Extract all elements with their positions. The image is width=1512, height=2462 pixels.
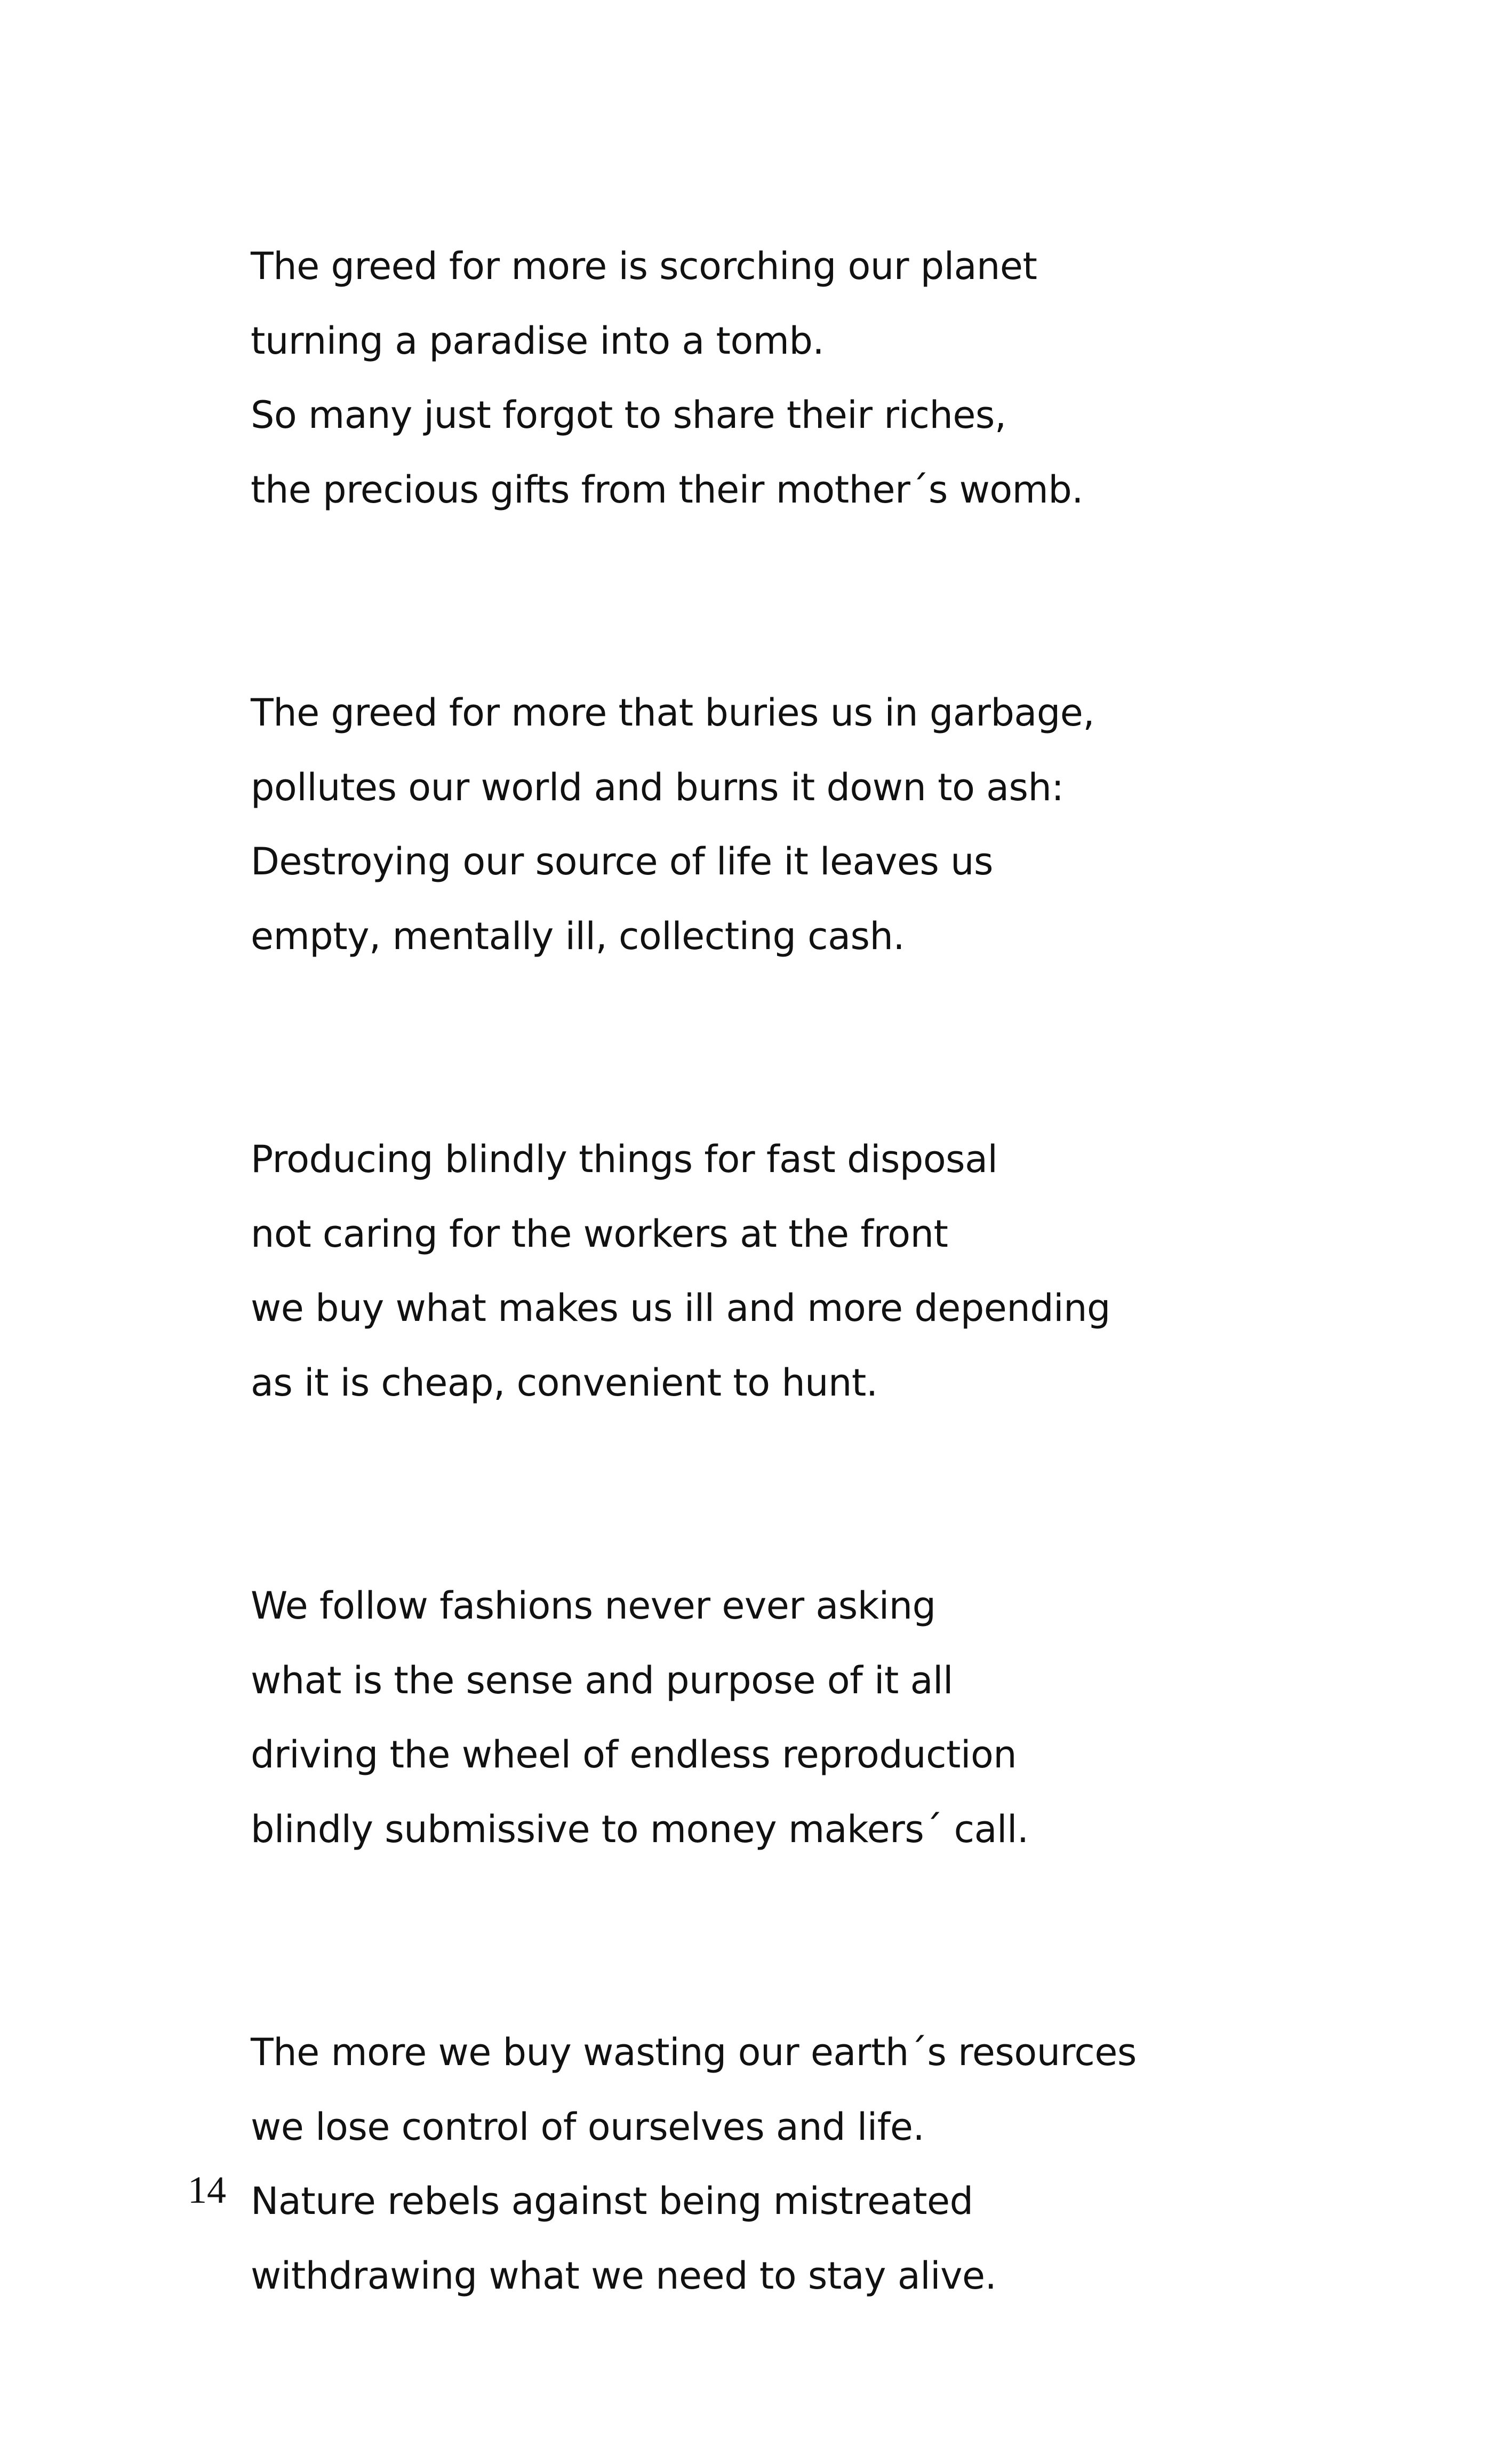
poem-line: Destroying our source of life it leaves us [251,840,993,883]
poem-line: turning a paradise into a tomb. [251,318,825,363]
stanza-2 [251,676,1317,974]
poem-line: we buy what makes us ill and more depending [251,1286,1110,1330]
poem-line: pollutes our world and burns it down to ash: [251,765,1064,809]
poem-line: The greed for more that buries us in garbage, [251,691,1095,735]
poem-line: empty, mentally ill, collecting cash. [251,914,905,958]
poem-line: The more we buy wasting our earth´s resources [251,2030,1137,2074]
poem-line: not caring for the workers at the front [251,1212,948,1256]
poem-body [251,229,1317,2462]
poem-line: what is the sense and purpose of it all [251,1658,953,1702]
poem-line: we lose control of ourselves and life. [251,2105,925,2149]
poem-line: Producing blindly things for fast disposal [251,1137,998,1181]
page-number: 14 [188,2169,226,2211]
stanza-3 [251,1122,1317,1420]
poem-line: blindly submissive to money makers´ call. [251,1807,1029,1851]
poem-line: the precious gifts from their mother´s womb. [251,467,1084,512]
poem-line: We follow fashions never ever asking [251,1584,936,1628]
stanza-1 [251,229,1317,527]
stanza-5 [251,2015,1317,2313]
poem-line: The greed for more is scorching our planet [251,244,1037,288]
stanza-4 [251,1569,1317,1867]
poem-line: driving the wheel of endless reproduction [251,1733,1017,1776]
poem-line: So many just forgot to share their riches, [251,393,1006,437]
poem-line: as it is cheap, convenient to hunt. [251,1360,878,1405]
poem-line: withdrawing what we need to stay alive. [251,2253,997,2298]
poem-line: Nature rebels against being mistreated [251,2179,973,2223]
